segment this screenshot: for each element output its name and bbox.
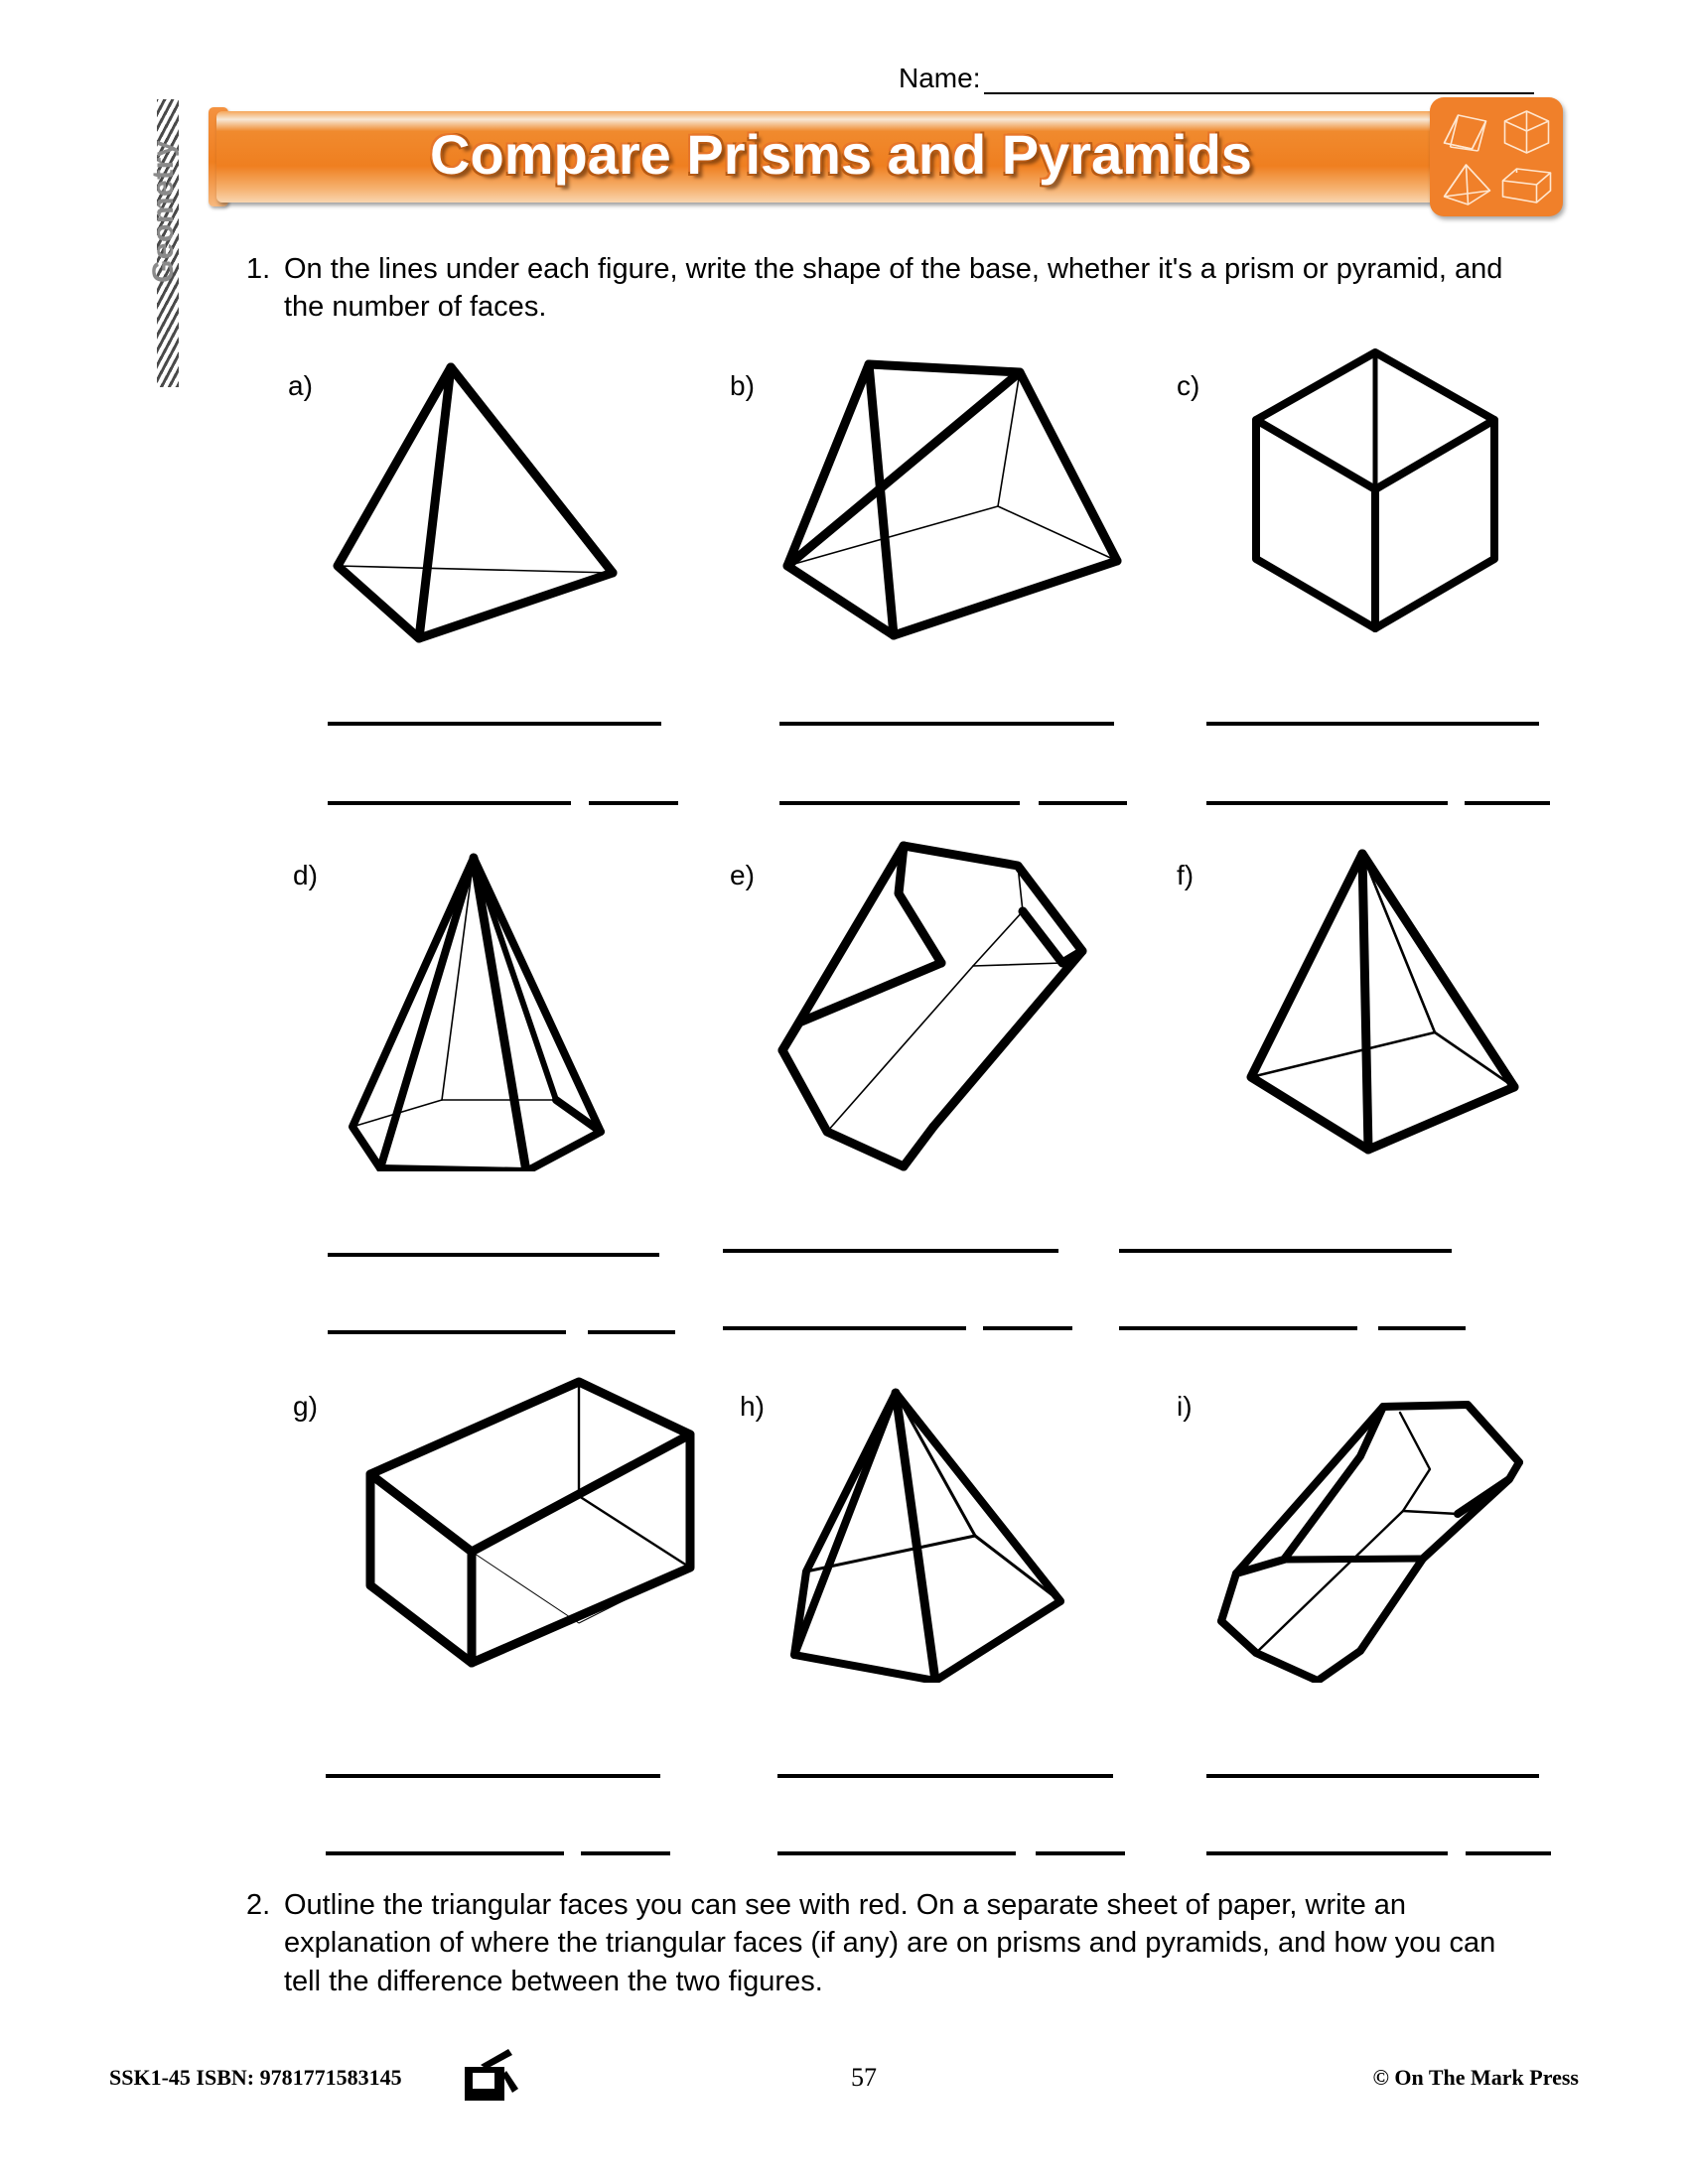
- answer-line-e-1[interactable]: [723, 1249, 1058, 1253]
- figure-b-letter: b): [730, 370, 755, 401]
- answer-line-h-1[interactable]: [777, 1774, 1113, 1778]
- answer-line-g-2[interactable]: [326, 1851, 564, 1855]
- figure-f-letter: f): [1177, 860, 1195, 890]
- triangular-prism-figure: [774, 342, 1122, 660]
- figure-g: [283, 1365, 720, 1683]
- answer-line-g-1[interactable]: [326, 1774, 660, 1778]
- figure-b: [715, 342, 1132, 660]
- scissors-cut-icon: [457, 2049, 526, 2107]
- question-2-text: Outline the triangular faces you can see with red. On a separate sheet of paper, write an explanation of where the triangular faces (if any) are on prisms and pyramids, and how you can tell the difference between the two figures.: [284, 1889, 1496, 1997]
- figure-a-letter: a): [288, 370, 313, 401]
- answer-line-d-1[interactable]: [328, 1253, 659, 1257]
- answer-line-e-3[interactable]: [983, 1326, 1072, 1330]
- square-pyramid-figure: [1221, 834, 1519, 1171]
- answer-line-h-2[interactable]: [777, 1851, 1016, 1855]
- hexagonal-pyramid-figure: [343, 834, 650, 1171]
- question-2: [246, 1886, 1537, 2000]
- footer-code: SSK1-45 ISBN: 9781771583145: [109, 2065, 402, 2090]
- sidebar-subject-label: Geometry: [147, 139, 180, 284]
- triangular-pyramid-figure: [328, 342, 626, 660]
- answer-line-c-2[interactable]: [1206, 801, 1448, 805]
- figure-d: [283, 834, 700, 1171]
- banner-icon-box: [1430, 97, 1563, 216]
- figure-e-letter: e): [730, 860, 755, 890]
- rectangular-prism-icon: [1496, 157, 1557, 210]
- question-2-number: 2.: [246, 1889, 271, 1921]
- cube-icon: [1496, 103, 1557, 157]
- answer-line-b-2[interactable]: [779, 801, 1020, 805]
- answer-line-d-2[interactable]: [328, 1330, 566, 1334]
- answer-line-h-3[interactable]: [1036, 1851, 1125, 1855]
- square-pyramid-icon: [1436, 157, 1496, 210]
- name-input-blank[interactable]: [984, 65, 1534, 94]
- answer-line-i-2[interactable]: [1206, 1851, 1448, 1855]
- answer-line-f-2[interactable]: [1119, 1326, 1357, 1330]
- question-1: [246, 250, 1527, 327]
- figure-d-letter: d): [293, 860, 318, 890]
- answer-line-f-3[interactable]: [1378, 1326, 1466, 1330]
- footer: [109, 2063, 1579, 2103]
- page-title: Compare Prisms and Pyramids: [430, 123, 1252, 186]
- figure-c: [1167, 342, 1564, 660]
- answer-line-c-3[interactable]: [1465, 801, 1550, 805]
- question-1-number: 1.: [246, 253, 271, 285]
- name-label: Name:: [899, 63, 981, 93]
- title-banner: [216, 111, 1545, 203]
- figure-h: [730, 1365, 1127, 1683]
- figure-h-letter: h): [740, 1391, 765, 1422]
- figure-i-letter: i): [1177, 1391, 1193, 1422]
- pentagonal-pyramid-figure: [784, 1365, 1102, 1683]
- answer-line-b-1[interactable]: [779, 722, 1114, 726]
- answer-line-d-3[interactable]: [588, 1330, 675, 1334]
- hexagonal-prism-figure: [1216, 1365, 1534, 1683]
- rectangular-prism-figure: [362, 1375, 700, 1673]
- sidebar: [117, 99, 189, 397]
- figure-g-letter: g): [293, 1391, 318, 1422]
- answer-line-f-1[interactable]: [1119, 1249, 1452, 1253]
- answer-line-g-3[interactable]: [581, 1851, 670, 1855]
- answer-line-a-1[interactable]: [328, 722, 661, 726]
- figure-i: [1167, 1365, 1564, 1683]
- answer-line-i-1[interactable]: [1206, 1774, 1539, 1778]
- answer-line-b-3[interactable]: [1039, 801, 1127, 805]
- question-1-text: On the lines under each figure, write the shape of the base, whether it's a prism or pyramid, and the number of faces.: [284, 253, 1503, 324]
- cube-figure: [1246, 342, 1504, 660]
- triangular-prism-icon: [1436, 103, 1496, 157]
- answer-line-i-3[interactable]: [1466, 1851, 1551, 1855]
- figure-c-letter: c): [1177, 370, 1200, 401]
- pentagonal-prism-figure: [774, 834, 1142, 1171]
- figure-e: [715, 834, 1142, 1171]
- answer-line-e-2[interactable]: [723, 1326, 966, 1330]
- name-field-row: [899, 55, 1534, 94]
- answer-line-c-1[interactable]: [1206, 722, 1539, 726]
- footer-copyright: © On The Mark Press: [1372, 2065, 1579, 2090]
- page-number: 57: [851, 2063, 877, 2092]
- figure-f: [1167, 834, 1564, 1171]
- answer-line-a-2[interactable]: [328, 801, 571, 805]
- answer-line-a-3[interactable]: [589, 801, 678, 805]
- figure-a: [278, 342, 695, 660]
